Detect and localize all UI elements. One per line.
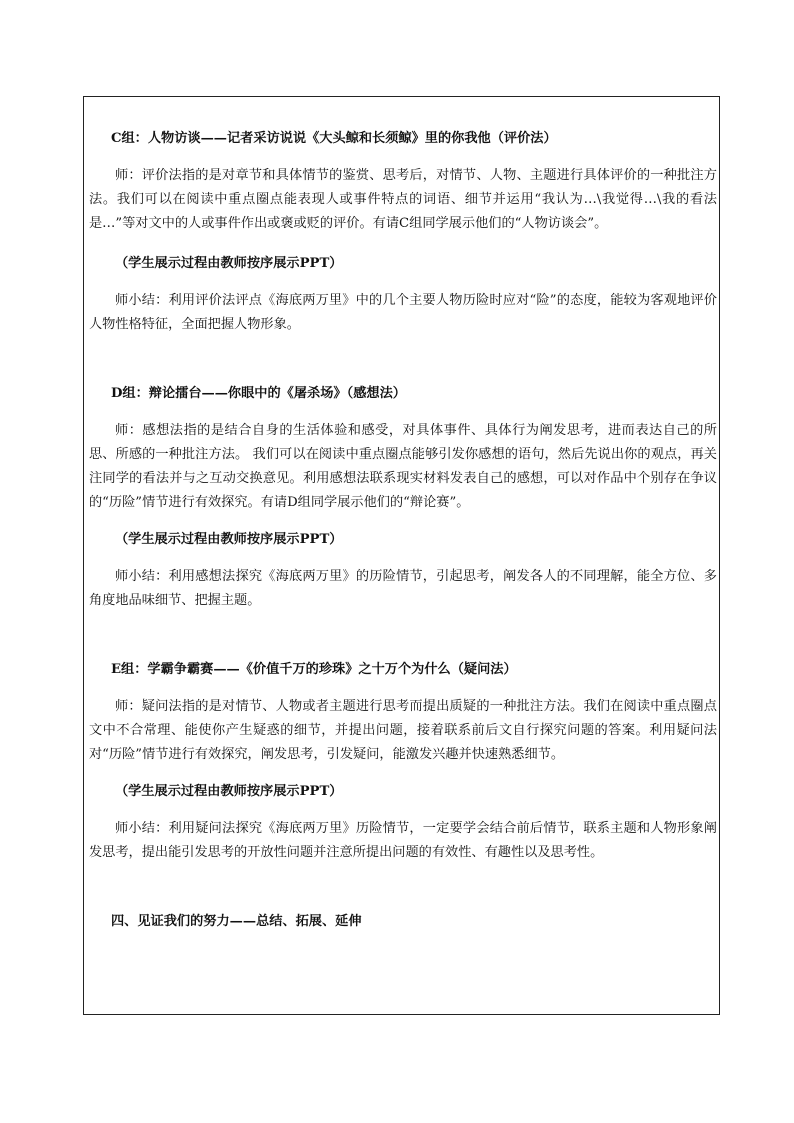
section-e-heading: E组：学霸争霸赛——《价值千万的珍珠》之十万个为什么（疑问法） bbox=[111, 662, 517, 677]
document-body bbox=[89, 127, 717, 934]
section-d-note: （学生展示过程由教师按序展示PPT） bbox=[115, 532, 343, 547]
section-c-summary: 师小结：利用评价法评点《海底两万里》中的几个主要人物历险时应对“险”的态度，能较为客观地评价人物性格特征，全面把握人物形象。 bbox=[89, 293, 717, 332]
section-d-heading: D组：辩论擂台——你眼中的《屠杀场》（感想法） bbox=[111, 386, 406, 401]
section-d-summary: 师小结：利用感想法探究《海底两万里》的历险情节，引起思考，阐发各人的不同理解，能全方位、多角度地品味细节、把握主题。 bbox=[89, 569, 717, 608]
section-e-summary: 师小结：利用疑问法探究《海底两万里》历险情节，一定要学会结合前后情节，联系主题和人物形象阐发思考，提出能引发思考的开放性问题并注意所提出问题的有效性、有趣性以及思考性。 bbox=[89, 821, 717, 860]
final-heading: 四、见证我们的努力——总结、拓展、延伸 bbox=[111, 914, 362, 929]
section-d-intro: 师：感想法指的是结合自身的生活体验和感受，对具体事件、具体行为阐发思考，进而表达自己的所思、所感的一种批注方法。 我们可以在阅读中重点圈点能够引发你感想的语句，然后先说出你的观点，再关注同学的看法并与之互动交换意见。利用感想法联系现实材料发表自己的感想，可以对作品中个别存在争议的“历险”情节进行有效探究。有请D组同学展示他们的“辩论赛”。 bbox=[89, 423, 717, 510]
section-c-heading: C组：人物访谈——记者采访说说《大头鲸和长须鲸》里的你我他（评价法） bbox=[111, 131, 557, 146]
section-e-intro: 师：疑问法指的是对情节、人物或者主题进行思考而提出质疑的一种批注方法。我们在阅读中重点圈点文中不合常理、能使你产生疑惑的细节，并提出问题，接着联系前后文自行探究问题的答案。利用疑问法对“历险”情节进行有效探究，阐发思考，引发疑问，能激发兴趣并快速熟悉细节。 bbox=[89, 699, 717, 762]
section-c-note: （学生展示过程由教师按序展示PPT） bbox=[115, 256, 343, 271]
section-c-intro: 师：评价法指的是对章节和具体情节的鉴赏、思考后，对情节、人物、主题进行具体评价的一种批注方法。我们可以在阅读中重点圈点能表现人或事件特点的词语、细节并运用“我认为…\我觉得…\我的看法是…”等对文中的人或事件作出或褒或贬的评价。有请C组同学展示他们的“人物访谈会”。 bbox=[89, 168, 717, 231]
section-e-note: （学生展示过程由教师按序展示PPT） bbox=[115, 784, 343, 799]
